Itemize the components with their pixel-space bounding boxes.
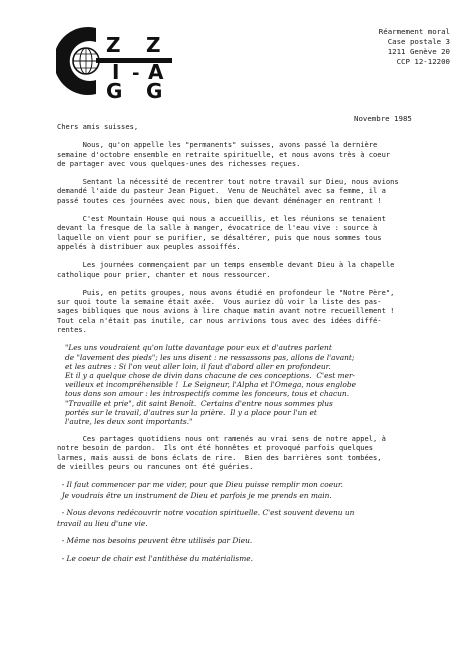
text-line: passé toutes ces journées avec nous, bien que devant déménager en rentrant ! <box>57 195 382 205</box>
quote-line: de "lavement des pieds"; les uns disent : ne ressassons pas, allons de l'avant; <box>65 352 355 362</box>
logo-letter-g2: G <box>146 79 163 100</box>
text-line: laquelle on vient pour se purifier, se désaltérer, puis que nous sommes tous <box>57 232 382 242</box>
quote-block <box>65 343 455 426</box>
bullet-line: - Le coeur de chair est l'antithèse du matérialisme. <box>57 553 253 563</box>
quote-line: l'autre, les deux sont importants." <box>65 416 193 426</box>
bullet-item <box>57 554 455 565</box>
text-line: C'est Mountain House qui nous a accueillis, et les réunions se tenaient <box>57 214 386 224</box>
bullet-item <box>57 480 455 501</box>
text-line: Ces partages quotidiens nous ont ramenés au vrai sens de notre appel, à <box>57 434 386 444</box>
paragraph <box>57 260 455 279</box>
text-line: devant la fresque de la salle à manger, évocatrice de l'eau vive : source à <box>57 223 378 233</box>
text-line: demandé l'aide du pasteur Jean Piguet. Venu de Neuchâtel avec sa femme, il a <box>57 186 386 196</box>
text-line: de partager avec vous quelques-unes des richesses reçues. <box>57 158 301 168</box>
letter-body <box>57 118 455 571</box>
text-line: catholique pour prier, chanter et nous ressourcer. <box>57 269 271 279</box>
text-line: Nous, qu'on appelle les "permanents" suisses, avons passé la dernière <box>57 140 378 150</box>
text-line: sur quoi toute la semaine était axée. Vous auriez dû voir la liste des pas- <box>57 297 382 307</box>
paragraph <box>57 140 455 168</box>
bullet-line: - Il faut commencer par me vider, pour que Dieu puisse remplir mon coeur. <box>57 480 343 490</box>
logo-letter-i: I <box>112 60 120 84</box>
sender-address <box>344 27 450 67</box>
bullet-item <box>57 508 455 529</box>
text-line: Puis, en petits groupes, nous avons étudié en profondeur le "Notre Père", <box>57 287 395 297</box>
quote-line: tous dans son amour : les introspectifs comme les fonceurs, tous et chacun. <box>65 389 350 399</box>
text-line: Les journées commençaient par un temps ensemble devant Dieu à la chapelle <box>57 260 395 270</box>
text-line: notre besoin de pardon. Ils ont été honnêtes et provoqué parfois quelques <box>57 443 374 453</box>
logo-letter-g1: G <box>106 79 123 100</box>
letter-date: Novembre 1985 <box>354 114 412 123</box>
paragraph <box>57 177 455 205</box>
quote-line: Et il y a quelque chose de divin dans chacune de ces conceptions. C'est mer- <box>65 370 355 380</box>
bullet-line: Je voudrais être un instrument de Dieu et parfois je me prends en main. <box>57 490 332 500</box>
text-line: appelés à distribuer aux peuples assoiffés. <box>57 241 241 251</box>
quote-line: veilleux et incompréhensible ! Le Seigneur, l'Alpha et l'Omega, nous englobe <box>65 380 356 390</box>
address-line: CCP 12-12200 <box>396 57 450 66</box>
text-line: sages bibliques que nous avions à lire chaque matin avant notre recueillement ! <box>57 306 395 316</box>
bullet-line: - Nous devons redécouvrir notre vocation spirituelle. C'est souvent devenu un <box>57 508 355 518</box>
bullet-line: - Même nos besoins peuvent être utilisés par Dieu. <box>57 536 253 546</box>
address-line: Case postale 3 <box>387 37 450 46</box>
paragraph <box>57 214 455 251</box>
paragraph <box>57 288 455 334</box>
globe-icon <box>73 48 99 74</box>
quote-line: et les autres : Si l'on veut aller loin, il faut d'abord aller en profondeur. <box>65 361 331 371</box>
salutation: Chers amis suisses, <box>57 122 139 131</box>
logo-separator: - <box>132 63 140 84</box>
paragraph <box>57 434 455 471</box>
text-line: semaine d'octobre ensemble en retraite spirituelle, et nous avons très à coeur <box>57 149 391 159</box>
logo-letter-z2: Z <box>146 33 161 57</box>
address-line: Réarmement moral <box>378 27 450 36</box>
text-line: larmes, mais aussi de bons éclats de rire. Bien des barrières sont tombées, <box>57 452 382 462</box>
text-line: Tout cela n'était pas inutile, car nous arrivions tous avec des idées diffé- <box>57 315 382 325</box>
bullet-item <box>57 536 455 547</box>
text-line: de vieilles peurs ou rancunes ont été guéries. <box>57 462 254 472</box>
logo-letter-z1: Z <box>106 33 121 57</box>
address-line: 1211 Genève 20 <box>387 47 450 56</box>
quote-line: portés sur le travail, d'autres sur la prière. Il y a place pour l'un et <box>65 407 317 417</box>
bullet-line: travail au lieu d'une vie. <box>57 518 148 528</box>
logo-letter-a: A <box>148 60 164 84</box>
quote-line: "Les uns voudraient qu'on lutte davantage pour eux et d'autres parlent <box>65 343 332 353</box>
quote-line: "Travaille et prie", dit saint Benoît. Certains d'entre nous sommes plus <box>65 398 333 408</box>
text-line: rentes. <box>57 325 87 335</box>
text-line: Sentant la nécessité de recentrer tout notre travail sur Dieu, nous avions <box>57 177 399 187</box>
zig-zag-logo <box>56 22 174 100</box>
